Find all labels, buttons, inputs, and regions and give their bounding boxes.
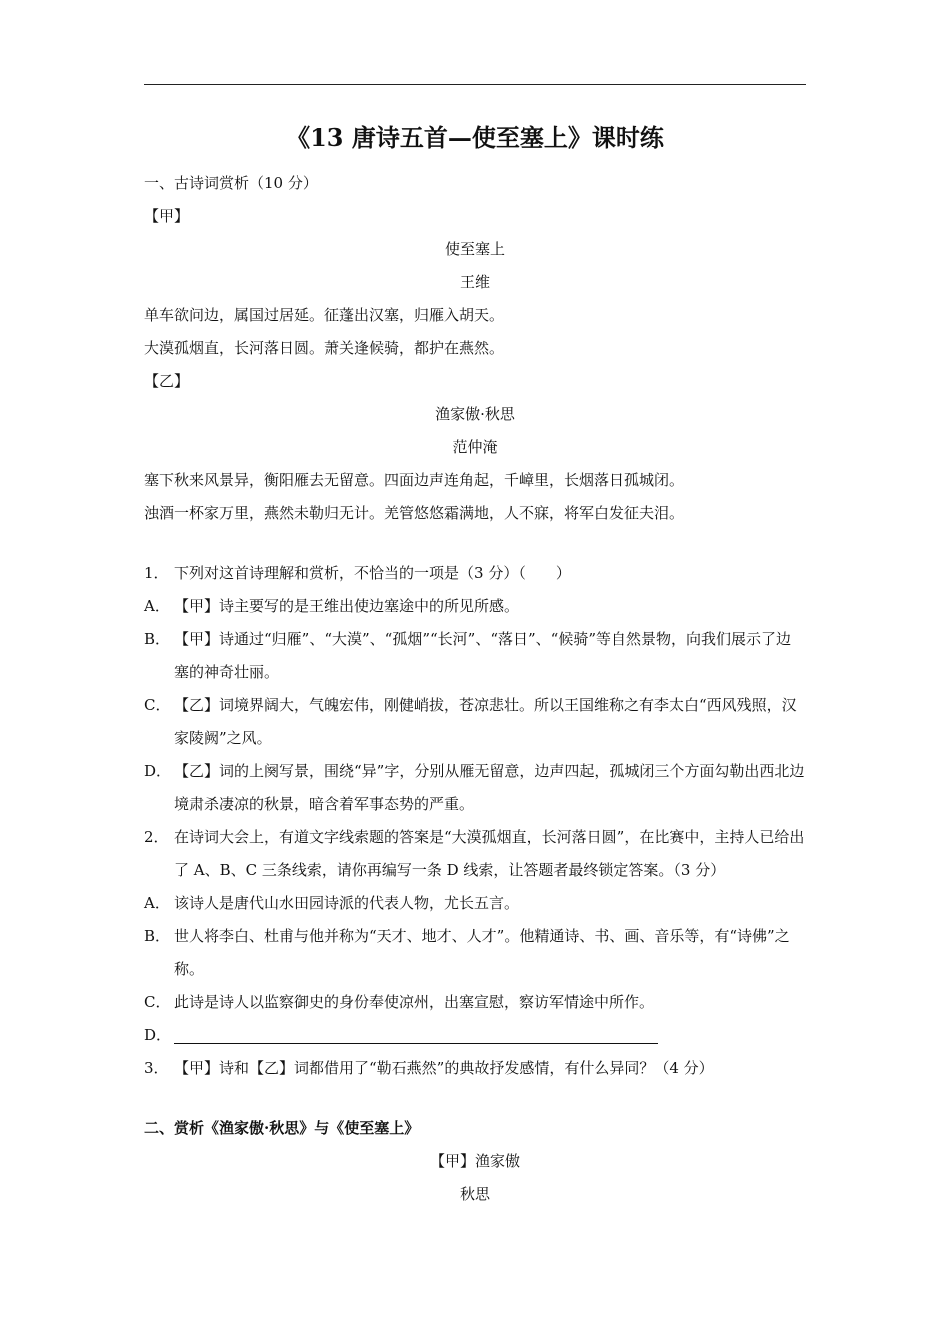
option-label: C． — [144, 993, 171, 1011]
question-number: 3． — [144, 1059, 169, 1077]
option-label: C． — [144, 696, 171, 714]
poem-a-line: 大漠孤烟直，长河落日圆。萧关逢候骑，都护在燕然。 — [144, 339, 505, 357]
poem-b-title: 渔家傲·秋思 — [435, 405, 515, 423]
option-text: 【甲】诗通过“归雁”、“大漠”、“孤烟”“长河”、“落日”、“候骑”等自然景物，向我们展示了边塞的神奇壮丽。 — [174, 630, 792, 681]
question-number: 1． — [144, 564, 169, 582]
option-label: D． — [144, 1026, 172, 1044]
poem-b-line: 塞下秋来风景异，衡阳雁去无留意。四面边声连角起，千嶂里，长烟落日孤城闭。 — [144, 471, 685, 489]
poem-b-author: 范仲淹 — [452, 438, 498, 456]
question-stem: 【甲】诗和【乙】词都借用了“勒石燕然”的典故抒发感情，有什么异同？（4 分） — [174, 1059, 714, 1077]
option-text: 【甲】诗主要写的是王维出使边塞途中的所见所感。 — [174, 597, 520, 615]
option-label: A． — [144, 894, 170, 912]
q1-option-d — [144, 755, 806, 821]
option-text: 【乙】词的上阕写景，围绕“异”字，分别从雁无留意，边声四起，孤城闭三个方面勾勒出西北边境肃杀凄凉的秋景，暗含着军事态势的严重。 — [174, 762, 805, 813]
option-label: A． — [144, 597, 170, 615]
question-number: 2． — [144, 828, 169, 846]
q1-option-b — [144, 623, 806, 689]
option-label: B． — [144, 927, 171, 945]
section2-heading: 二、赏析《渔家傲·秋思》与《使至塞上》 — [144, 1119, 420, 1137]
document-page — [144, 108, 806, 1211]
poem-a-marker: 【甲】 — [144, 207, 190, 225]
poem-b-line: 浊酒一杯家万里，燕然未勒归无计。羌管悠悠霜满地，人不寐，将军白发征夫泪。 — [144, 504, 685, 522]
answer-blank[interactable] — [174, 1023, 658, 1044]
header-rule — [144, 84, 806, 85]
section2-poem-subtitle: 秋思 — [459, 1185, 490, 1203]
q1-option-a — [144, 590, 806, 623]
q1-option-c — [144, 689, 806, 755]
question-1 — [144, 557, 806, 590]
document-title: 《13 唐诗五首—使至塞上》课时练 — [286, 123, 664, 152]
question-2 — [144, 821, 806, 887]
option-text: 此诗是诗人以监察御史的身份奉使凉州，出塞宣慰，察访军情途中所作。 — [174, 993, 655, 1011]
option-text: 该诗人是唐代山水田园诗派的代表人物，尤长五言。 — [174, 894, 520, 912]
spacer — [144, 530, 806, 557]
q2-option-b — [144, 920, 806, 986]
q2-option-c — [144, 986, 806, 1019]
q2-option-d — [144, 1019, 806, 1052]
question-stem: 在诗词大会上，有道文字线索题的答案是“大漠孤烟直，长河落日圆”，在比赛中，主持人已给出了 A、B、C 三条线索，请你再编写一条 D 线索，让答题者最终锁定答案。（3 分） — [174, 828, 805, 879]
question-3 — [144, 1052, 806, 1085]
q2-option-a — [144, 887, 806, 920]
poem-a-author: 王维 — [459, 273, 490, 291]
spacer — [144, 1085, 806, 1112]
poem-b-marker: 【乙】 — [144, 372, 190, 390]
option-text: 世人将李白、杜甫与他并称为“天才、地才、人才”。他精通诗、书、画、音乐等，有“诗佛”之称。 — [174, 927, 790, 978]
option-label: D． — [144, 762, 172, 780]
poem-a-title: 使至塞上 — [444, 240, 505, 258]
option-label: B． — [144, 630, 171, 648]
section2-poem-title: 【甲】渔家傲 — [429, 1152, 520, 1170]
section1-heading: 一、古诗词赏析（10 分） — [144, 174, 318, 192]
poem-a-line: 单车欲问边，属国过居延。征蓬出汉塞，归雁入胡天。 — [144, 306, 505, 324]
option-text: 【乙】词境界阔大，气魄宏伟，刚健峭拔，苍凉悲壮。所以王国维称之有李太白“西风残照，汉家陵阙”之风。 — [174, 696, 797, 747]
question-stem: 下列对这首诗理解和赏析，不恰当的一项是（3 分）（ ） — [174, 564, 571, 582]
